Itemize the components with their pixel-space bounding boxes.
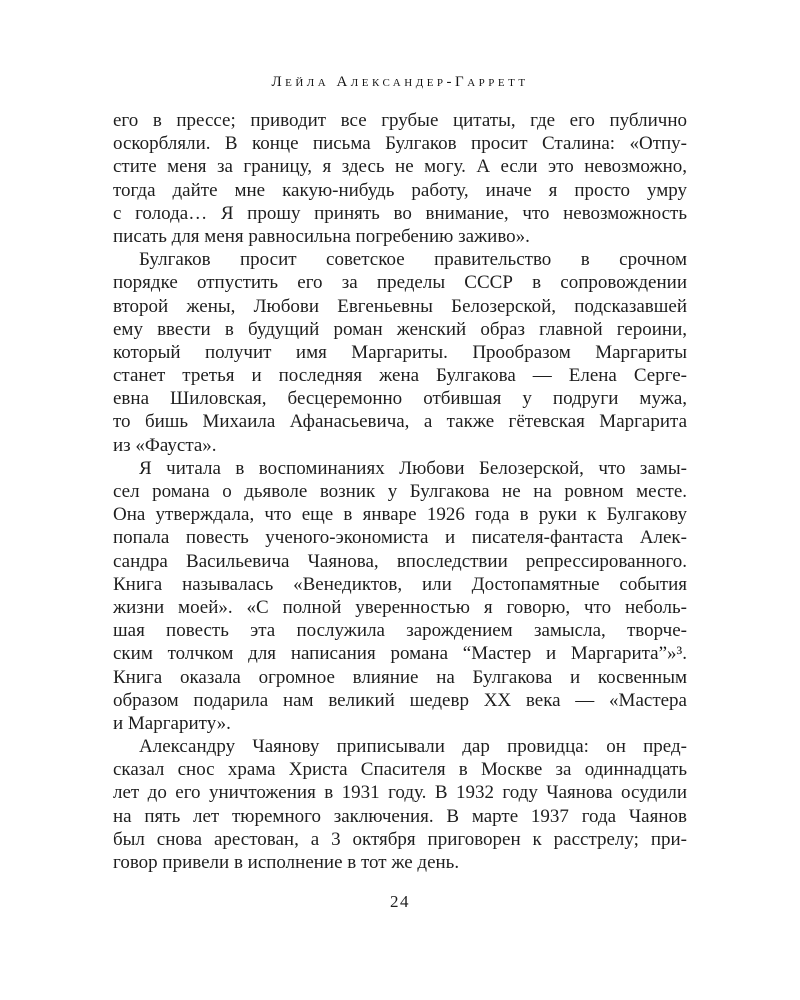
text-line: жизни моей». «С полной уверенностью я говорю, что неболь-: [113, 596, 687, 618]
text-line: второй жены, Любови Евгеньевны Белозерской, подсказавшей: [113, 295, 687, 317]
text-line: евна Шиловская, бесцеремонно отбившая у подруги мужа,: [113, 388, 687, 410]
text-line: Книга оказала огромное влияние на Булгакова и косвенным: [113, 666, 687, 688]
text-block: [113, 109, 687, 874]
text-line: Александру Чаянову приписывали дар провидца: он пред-: [139, 736, 687, 758]
text-line: Книга называлась «Венедиктов, или Достопамятные события: [113, 573, 687, 595]
text-line: стите меня за границу, я здесь не могу. А если это невозможно,: [113, 156, 687, 178]
text-line: оскорбляли. В конце письма Булгаков просит Сталина: «Отпу-: [113, 133, 687, 155]
text-line: Она утверждала, что еще в январе 1926 года в руки к Булгакову: [113, 504, 687, 526]
text-line: тогда дайте мне какую-нибудь работу, иначе я просто умру: [113, 179, 687, 201]
text-line: который получит имя Маргариты. Прообразом Маргариты: [113, 341, 687, 363]
text-line: сел романа о дьяволе возник у Булгакова не на ровном месте.: [113, 481, 687, 502]
text-line: Я читала в воспоминаниях Любови Белозерской, что замы-: [139, 457, 687, 479]
text-line: то бишь Михаила Афанасьевича, а также гётевская Маргарита: [113, 411, 687, 433]
text-line: говор привели в исполнение в тот же день.: [113, 852, 460, 873]
text-line: на пять лет тюремного заключения. В марте 1937 года Чаянов: [113, 805, 687, 827]
text-line: ему ввести в будущий роман женский образ главной героини,: [113, 318, 687, 340]
running-header: Лейла Александер-Гарретт: [271, 74, 529, 90]
paragraph: [113, 735, 687, 874]
text-line: из «Фауста».: [113, 434, 217, 456]
text-line: сказал снос храма Христа Спасителя в Москве за одиннадцать: [113, 759, 687, 781]
text-line: лет до его уничтожения в 1931 году. В 1932 году Чаянова осудили: [113, 782, 687, 804]
text-line: попала повесть ученого-экономиста и писателя-фантаста Алек-: [113, 527, 687, 549]
paragraph: [113, 457, 687, 735]
text-line: ским толчком для написания романа “Мастер и Маргарита”»³.: [113, 643, 687, 665]
text-line: шая повесть эта послужила зарождением замысла, творче-: [113, 620, 687, 642]
text-line: писать для меня равносильна погребению заживо».: [113, 225, 530, 247]
text-line: был снова арестован, а 3 октября приговорен к расстрелу; при-: [113, 828, 687, 850]
text-line: его в прессе; приводит все грубые цитаты, где его публично: [113, 110, 687, 131]
text-line: и Маргариту».: [113, 712, 231, 734]
paragraph: [113, 109, 687, 248]
text-line: Булгаков просит советское правительство в срочном: [139, 249, 687, 271]
page-number: 24: [390, 892, 410, 912]
text-line: сандра Васильевича Чаянова, впоследствии репрессированного.: [113, 550, 687, 572]
paragraph: [113, 248, 687, 457]
text-line: с голода… Я прошу принять во внимание, что невозможность: [113, 202, 687, 224]
text-line: станет третья и последняя жена Булгакова — Елена Серге-: [113, 365, 687, 387]
text-line: образом подарила нам великий шедевр XX века — «Мастера: [113, 689, 687, 711]
text-line: порядке отпустить его за пределы СССР в сопровождении: [113, 272, 687, 294]
